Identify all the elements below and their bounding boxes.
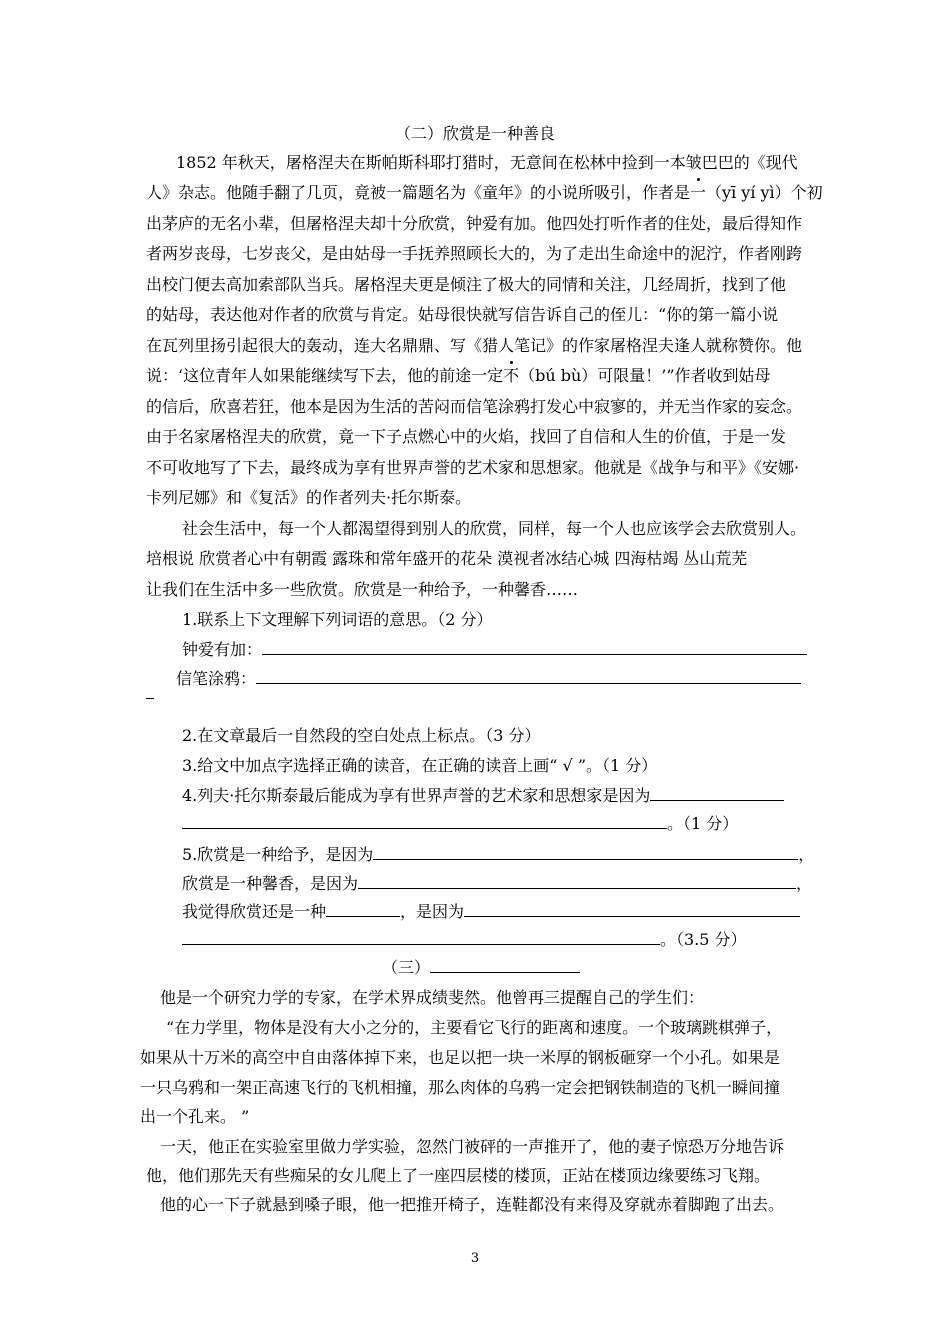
section3-title-text: （三）: [382, 958, 431, 977]
s3-line-6: 一天，他正在实验室里做力学实验，忽然门被砰的一声推开了，他的妻子惊恐万分地告诉: [160, 1137, 785, 1156]
section3-title-blank[interactable]: [430, 958, 580, 973]
question-4-text: 4.列夫·托尔斯泰最后能成为享有世界声誉的艺术家和思想家是因为: [182, 786, 651, 805]
question-1a: [182, 640, 807, 660]
question-5d: [182, 930, 747, 950]
para-line-6: 的姑母，表达他对作者的欣赏与肯定。姑母很快就写信告诉自己的侄儿：“你的第一篇小说: [146, 305, 779, 324]
answer-blank-4b[interactable]: [182, 814, 667, 829]
stray-dash: [146, 698, 154, 699]
question-5a: [182, 845, 814, 865]
para-line-3: 出茅庐的无名小辈，但屠格涅夫却十分欣赏，钟爱有加。他四处打听作者的住处，最后得知作: [146, 214, 803, 233]
answer-blank-1a[interactable]: [262, 640, 807, 655]
answer-blank-4a[interactable]: [650, 786, 784, 801]
para-line-2: 人》杂志。他随手翻了几页，竟被一篇题名为《童年》的小说所吸引，作者是一（yī yí yì）个初: [146, 183, 823, 202]
answer-blank-5c1[interactable]: [326, 902, 400, 917]
s3-line-7: 他，他们那先天有些痴呆的女儿爬上了一座四层楼的楼顶，正站在楼顶边缘要练习飞翔。: [146, 1166, 771, 1185]
answer-blank-5c2[interactable]: [464, 902, 800, 917]
para-line-10: 由于名家屠格涅夫的欣赏，竟一下子点燃心中的火焰，找回了自信和人生的价值，于是一发: [146, 427, 787, 446]
s3-line-3: 如果从十万米的高空中自由落体掉下来，也足以把一块一米厚的钢板砸穿一个小孔。如果是: [140, 1048, 781, 1067]
question-5c-text-1: 我觉得欣赏还是一种: [182, 902, 327, 921]
question-5a-text: 5.欣赏是一种给予，是因为: [182, 845, 374, 864]
para-line-4: 者两岁丧母，七岁丧父，是由姑母一手抚养照顾长大的，为了走出生命途中的泥泞，作者刚跨: [146, 244, 803, 263]
question-5-end: 。（3.5 分）: [660, 930, 747, 949]
page-number: 3: [470, 1251, 480, 1266]
para-line-11: 不可收地写了下去，最终成为享有世界声誉的艺术家和思想家。他就是《战争与和平》《安娜·: [146, 458, 800, 477]
para-line-9: 的信后，欣喜若狂，他本是因为生活的苦闷而信笔涂鸦打发心中寂寥的，并无当作家的妄念。: [146, 397, 803, 416]
question-4-end: 。（1 分）: [667, 814, 739, 833]
answer-blank-5d[interactable]: [182, 930, 660, 945]
question-3: 3.给文中加点字选择正确的读音，在正确的读音上画“ √ ”。（1 分）: [182, 756, 658, 775]
answer-blank-1b[interactable]: [256, 669, 801, 684]
emphasis-dot-char: 一: [690, 183, 707, 202]
question-1a-label: 钟爱有加：: [182, 640, 263, 659]
question-5c-text-2: ，是因为: [400, 902, 465, 921]
section3-title: [382, 958, 580, 978]
para-line-15: 让我们在生活中多一些欣赏。欣赏是一种给予，一种馨香……: [146, 580, 579, 599]
question-1: 1.联系上下文理解下列词语的意思。（2 分）: [182, 610, 493, 629]
emphasis-dot-char: 不: [503, 366, 520, 385]
answer-blank-5a[interactable]: [373, 845, 798, 860]
question-5b-text: 欣赏是一种馨香，是因为: [182, 874, 359, 893]
question-2: 2.在文章最后一自然段的空白处点上标点。（3 分）: [182, 726, 541, 745]
question-5c: [182, 902, 800, 922]
s3-line-8: 他的心一下子就悬到嗓子眼，他一把推开椅子，连鞋都没有来得及穿就赤着脚跑了出去。: [160, 1195, 785, 1214]
s3-line-2: “在力学里，物体是没有大小之分的，主要看它飞行的距离和速度。一个玻璃跳棋弹子，: [166, 1018, 783, 1037]
question-5b-comma: ，: [796, 874, 813, 893]
para-line-14: 培根说 欣赏者心中有朝霞 露珠和常年盛开的花朵 漠视者冰结心城 四海枯竭 丛山荒芜: [146, 549, 748, 568]
para-line-13: 社会生活中，每一个人都渴望得到别人的欣赏，同样，每一个人也应该学会去欣赏别人。: [182, 519, 807, 538]
s3-line-5: 出一个孔来。 ”: [140, 1107, 250, 1126]
para-line-8: 说：‘这位青年人如果能继续写下去，他的前途一定不（bú bù）可限量！’”作者收到姑母: [146, 366, 771, 385]
para-line-12: 卡列尼娜》和《复活》的作者列夫·托尔斯泰。: [146, 488, 472, 507]
para-line-5: 出校门便去高加索部队当兵。屠格涅夫更是倾注了极大的同情和关注，几经周折，找到了他: [146, 275, 787, 294]
question-5b: [182, 874, 812, 894]
section2-title: （二）欣赏是一种善良: [394, 124, 555, 143]
para-line-1: 1852 年秋天，屠格涅夫在斯帕斯科耶打猎时，无意间在松林中捡到一本皱巴巴的《现代: [176, 153, 798, 172]
s3-line-4: 一只乌鸦和一架正高速飞行的飞机相撞，那么肉体的乌鸦一定会把钢铁制造的飞机一瞬间撞: [140, 1078, 781, 1097]
answer-blank-5b[interactable]: [358, 874, 796, 889]
question-4: [182, 786, 784, 806]
question-4-cont: [182, 814, 738, 834]
para-line-7: 在瓦列里扬引起很大的轰动，连大名鼎鼎、写《猎人笔记》的作家屠格涅夫逢人就称赞你。他: [146, 336, 803, 355]
question-5a-comma: ，: [798, 845, 815, 864]
question-1b-label: 信笔涂鸦：: [176, 669, 257, 688]
s3-line-1: 他是一个研究力学的专家，在学术界成绩斐然。他曾再三提醒自己的学生们：: [160, 988, 705, 1007]
question-1b: [176, 669, 801, 689]
